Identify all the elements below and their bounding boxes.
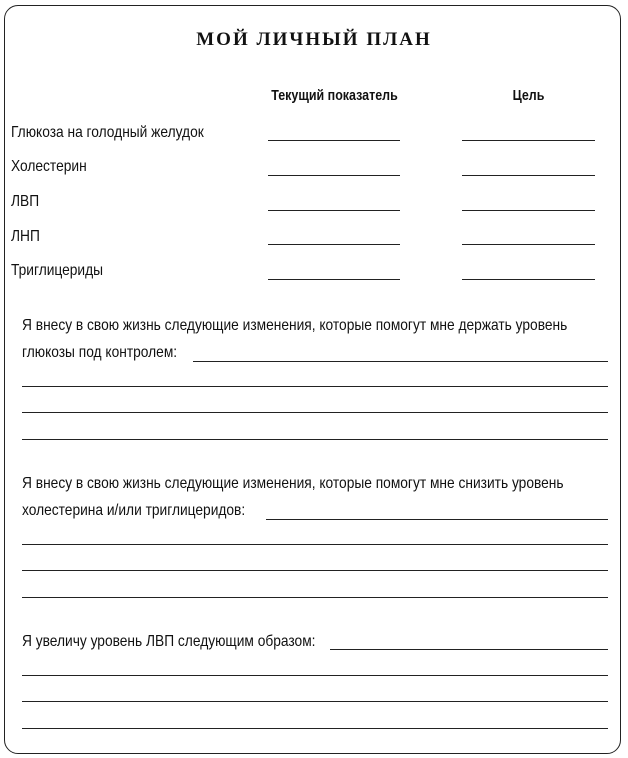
- hdl-changes-line[interactable]: [22, 701, 608, 702]
- glucose-changes-line[interactable]: [22, 439, 608, 440]
- ldl-goal-field[interactable]: [462, 228, 595, 245]
- metric-label-glucose: Глюкоза на голодный желудок: [11, 124, 204, 141]
- section-glucose-prompt-line1: Я внесу в свою жизнь следующие изменения, которые помогут мне держать уровень: [22, 317, 568, 334]
- metric-label-ldl: ЛНП: [11, 228, 40, 245]
- cholesterol-changes-field[interactable]: [266, 503, 608, 520]
- section-cholesterol-prompt-line1: Я внесу в свою жизнь следующие изменения, которые помогут мне снизить уровень: [22, 475, 564, 492]
- hdl-current-field[interactable]: [268, 194, 400, 211]
- glucose-changes-field[interactable]: [193, 345, 608, 362]
- cholesterol-changes-line[interactable]: [22, 544, 608, 545]
- cholesterol-changes-line[interactable]: [22, 597, 608, 598]
- section-hdl-prompt: Я увеличу уровень ЛВП следующим образом:: [22, 633, 316, 650]
- hdl-goal-field[interactable]: [462, 194, 595, 211]
- cholesterol-current-field[interactable]: [268, 159, 400, 176]
- triglycerides-goal-field[interactable]: [462, 263, 595, 280]
- metric-label-triglycerides: Триглицериды: [11, 262, 104, 279]
- metric-label-cholesterol: Холестерин: [11, 158, 87, 175]
- hdl-changes-field[interactable]: [330, 633, 608, 650]
- section-cholesterol-prompt-line2: холестерина и/или триглицеридов:: [22, 502, 246, 519]
- hdl-changes-line[interactable]: [22, 728, 608, 729]
- hdl-changes-line[interactable]: [22, 675, 608, 676]
- cholesterol-changes-line[interactable]: [22, 570, 608, 571]
- triglycerides-current-field[interactable]: [268, 263, 400, 280]
- section-glucose-prompt-line2: глюкозы под контролем:: [22, 344, 178, 361]
- glucose-current-field[interactable]: [268, 124, 400, 141]
- column-header-current: Текущий показатель: [271, 88, 398, 104]
- metric-label-hdl: ЛВП: [11, 193, 40, 210]
- cholesterol-goal-field[interactable]: [462, 159, 595, 176]
- page-title: МОЙ ЛИЧНЫЙ ПЛАН: [196, 29, 432, 50]
- glucose-changes-line[interactable]: [22, 412, 608, 413]
- column-header-goal: Цель: [512, 88, 545, 104]
- glucose-changes-line[interactable]: [22, 386, 608, 387]
- glucose-goal-field[interactable]: [462, 124, 595, 141]
- ldl-current-field[interactable]: [268, 228, 400, 245]
